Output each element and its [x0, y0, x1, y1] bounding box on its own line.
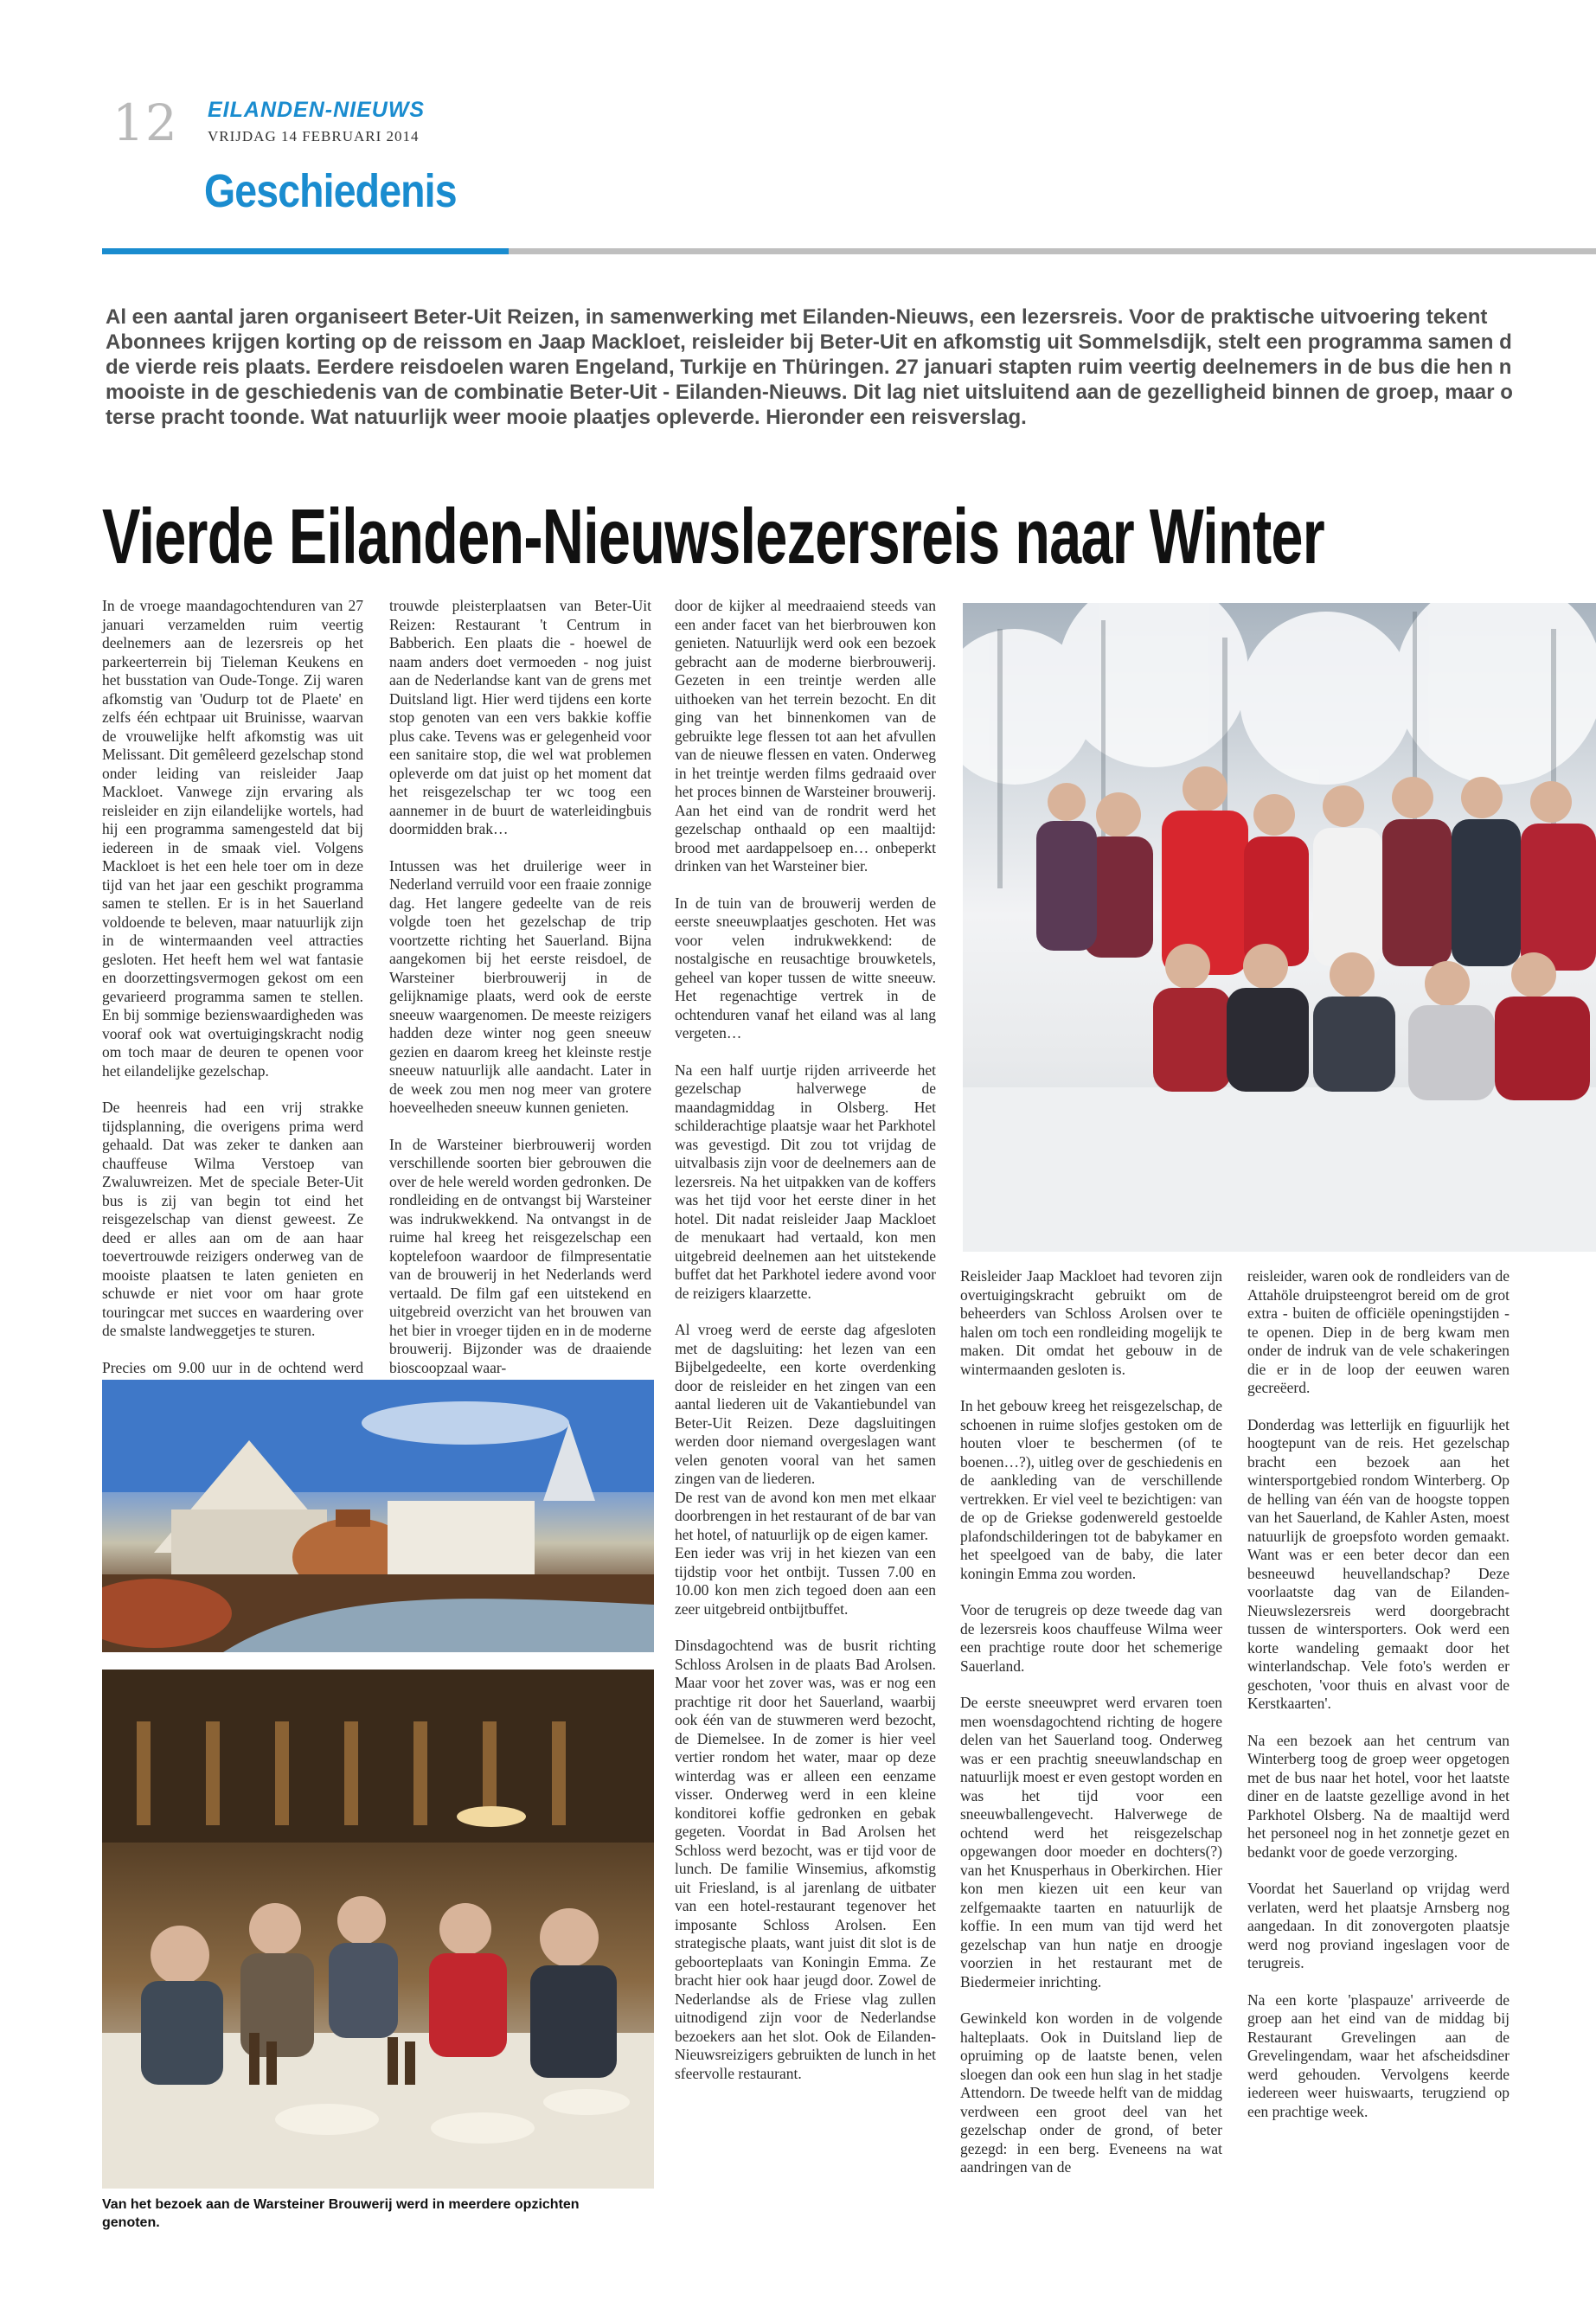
intro-paragraph	[106, 304, 1596, 430]
group-photo-illustration	[963, 603, 1596, 1252]
brewery-photo	[102, 1380, 654, 1652]
intro-line: de vierde reis plaats. Eerdere reisdoelen waren Engeland, Turkije en Thüringen. 27 januari stapten ruim veertig deelnemers in de bus die hen n	[106, 356, 1512, 379]
paragraph: In het gebouw kreeg het reisgezelschap, de schoenen in ruime slofjes gestoken om de houten vloer te beschermen (of te boenen…?), uitleg over de geschiedenis en de aankleding van de verschillende vertrekken. Er viel veel te bezichtigen: van de op de Griekse godenwereld gestoelde plafondschilderingen tot de babykamer en het speelgoed van de baby, die later koningin Emma zou worden.	[960, 1397, 1222, 1582]
paragraph: In de Warsteiner bierbrouwerij worden verschillende soorten bier gebrouwen die over de hele wereld worden gedronken. De rondleiding en de ontvangst bij Warsteiner was indrukwekkend. Na ontvangst in de ruime hal kreeg het reisgezelschap een koptelefoon waardoor de filmpresentatie van de brouwerij in het Nederlands werd vertaald. De film gaf een uitstekend en uitgebreid overzicht van het brouwen van het bier in vroeger tijden en in de moderne brouwerij. Bijzonder was de draaiende bioscoopzaal waar-	[389, 1135, 651, 1376]
intro-line: Abonnees krijgen korting op de reissom en Jaap Mackloet, reisleider bij Beter-Uit en afkomstig uit Sommelsdijk, stelt een programma samen d	[106, 330, 1512, 354]
paragraph: Al vroeg werd de eerste dag afgesloten met de dagsluiting: het lezen van een Bijbelgedeelte, een korte overdenking door de reisleider en het zingen van een aantal liederen uit de Vakantiebundel van Beter-Uit Reizen. Deze dagsluitingen werden door niemand overgeslagen want velen genoten vooral van het samen zingen van de liederen.	[675, 1321, 936, 1487]
intro-line: terse pracht toonde. Wat natuurlijk weer mooie plaatjes opleverde. Hieronder een reisverslag.	[106, 406, 1027, 429]
paragraph: In de vroege maandagochtenduren van 27 januari verzamelden ruim veertig deelnemers aan de lezersreis op het parkeerterrein bij Tieleman Keukens en het busstation van Oude-Tonge. Zij waren afkomstig van 'Oudurp tot de Plaete' en zelfs één echtpaar uit Bruinisse, waarvan de vrouwelijke helft afkomstig was uit Melissant. Dit gemêleerd gezelschap stond onder leiding van reisleider Jaap Mackloet. Vanwege zijn ervaring als reisleider en zijn eilandelijke wortels, had hij een programma samengesteld dat bij iedereen in de smaak viel. Volgens Mackloet is het een hele toer om in deze tijd van het jaar een geschikt programma samen te stellen. Er is in het Sauerland voldoende te beleven, maar natuurlijk zijn in de wintermaanden veel attracties gesloten. Het heeft hem wel wat fantasie en doorzettingsvermogen gekost om een gevarieerd programma samen te stellen. En bij sommige bezienswaardigheden was vooraf ook wat overtuigingskracht nodig om toch maar de deuren te openen voor het eilandelijke gezelschap.	[102, 597, 363, 1080]
paragraph: Na een bezoek aan het centrum van Winterberg toog de groep weer opgetogen met de bus naar het hotel, voor het laatste diner en de laatste gezellige avond in het Parkhotel Olsberg. Na de maaltijd werd het personeel nog in het zonnetje gezet en bedankt voor de goede verzorging.	[1247, 1731, 1509, 1861]
paragraph: Na een korte 'plaspauze' arriveerde de groep aan het eind van de middag bij Restaurant Grevelingen aan de Grevelingendam, waar het afscheidsdiner werd gehouden. Vervolgens keerde iedereen weer huiswaarts, terugziend op een prachtige week.	[1247, 1990, 1509, 2120]
paragraph: reisleider, waren ook de rondleiders van de Attahöle druipsteengrot bereid om de grot extra - buiten de officiële openingstijden - te openen. Diep in de berg kwam men onder de indruk van de vele schakeringen die er in de loop der eeuwen waren gecreëerd.	[1247, 1267, 1509, 1396]
section-rule	[509, 248, 1596, 254]
brewery-photo-illustration	[102, 1380, 654, 1652]
intro-line: Al een aantal jaren organiseert Beter-Uit Reizen, in samenwerking met Eilanden-Nieuws, een lezersreis. Voor de praktische uitvoering tekent	[106, 305, 1488, 329]
photo-caption: Van het bezoek aan de Warsteiner Brouwerij werd in meerdere opzichten genoten.	[102, 2197, 580, 2230]
paragraph: Precies om 9.00 uur in de ochtend werd	[102, 1358, 363, 1376]
paragraph: Gewinkeld kon worden in de volgende halteplaats. Ook in Duitsland liep de opruiming op de laatste benen, velen sloegen dan ook een hun slag in het stadje Attendorn. De tweede helft van de middag verdween een groot deel van het gezelschap onder de grond, of beter gezegd: in een berg. Eveneens na wat aandringen van de	[960, 2009, 1222, 2176]
paragraph: Intussen was het druilerige weer in Nederland verruild voor een fraaie zonnige dag. Het langere gedeelte van de reis volgde toen het gezelschap de trip voortzette richting het Sauerland. Bijna aangekomen bij het eerste reisdoel, de Warsteiner bierbrouwerij in de gelijknamige plaats, werd ook de eerste sneeuw waargenomen. De meeste reizigers hadden deze winter nog geen sneeuw gezien en daarom kreeg het kleinste restje sneeuw natuurlijk alle aandacht. Later in de week zou men nog meer van grotere hoeveelheden sneeuw kunnen genieten.	[389, 856, 651, 1116]
article-headline: Vierde Eilanden-Nieuwslezersreis naar Winter	[102, 494, 1324, 580]
article-column-3	[675, 597, 936, 2101]
paragraph: Voor de terugreis op deze tweede dag van de lezersreis koos chauffeuse Wilma weer een prachtige route door het schemerige Sauerland.	[960, 1601, 1222, 1675]
paragraph: Donderdag was letterlijk en figuurlijk het hoogtepunt van de reis. Het gezelschap bracht een bezoek aan het wintersportgebied rondom Winterberg. Op de helling van één van de hoogste toppen van het Sauerland, de Kahler Asten, moest natuurlijk de groepsfoto worden gemaakt. Want was er een beter decor dan een besneeuwd heuvellandschap? Deze voorlaatste dag van de Eilanden-Nieuwslezersreis werd doorgebracht tussen de wintersporters. Ook werd een korte wandeling gemaakt door het winterlandschap. Vele foto's werden er geschoten, 'voor thuis en alvast voor de Kerstkaarten'.	[1247, 1415, 1509, 1712]
masthead-logo: EILANDEN-NIEUWS	[208, 98, 426, 122]
paragraph: In de tuin van de brouwerij werden de eerste sneeuwplaatjes geschoten. Het was voor velen indrukwekkend: de nostalgische en reusachtige brouwketels, geheel van koper tussen de witte sneeuw. Het regenachtige vertrek in de ochtenduren vanaf het eiland was al lang vergeten…	[675, 894, 936, 1042]
paragraph: De eerste sneeuwpret werd ervaren toen men woensdagochtend richting de hogere delen van het Sauerland toog. Onderweg was er een prachtig sneeuwlandschap en natuurlijk moest er even gestopt worden en was het tijd voor een sneeuwballengevecht. Halverwege de ochtend werd het reisgezelschap opgewangen door moeder en dochters(?) van het Knusperhaus in Oberkirchen. Hier kon men kiezen uit een keur van zelfgemaakte taarten en natuurlijk de koffie. In een mum van tijd werd het gezelschap van hun natje en droogje voorzien in het restaurant met de Biedermeier inrichting.	[960, 1694, 1222, 1990]
intro-line: mooiste in de geschiedenis van de combinatie Beter-Uit - Eilanden-Nieuws. Dit lag niet uitsluitend aan de gezelligheid binnen de groep, maar o	[106, 381, 1513, 404]
paragraph: Reisleider Jaap Mackloet had tevoren zijn overtuigingskracht gebruikt om de beheerders van Schloss Arolsen over te halen om toch een rondleiding mogelijk te maken. Dit omdat het gebouw in de wintermaanden gesloten is.	[960, 1267, 1222, 1378]
article-column-4	[960, 1267, 1222, 2195]
page-number: 12	[112, 93, 178, 152]
article-column-5	[1247, 1267, 1509, 2139]
dinner-photo-illustration	[102, 1670, 654, 2189]
paragraph: Een ieder was vrij in het kiezen van een tijdstip voor het ontbijt. Tussen 7.00 en 10.00 kon men zich tegoed doen aan een zeer uitgebreid ontbijtbuffet.	[675, 1544, 936, 1618]
publication-date: VRIJDAG 14 FEBRUARI 2014	[208, 128, 420, 144]
paragraph: De rest van de avond kon men met elkaar doorbrengen in het restaurant of de bar van het hotel, of natuurlijk op de eigen kamer.	[675, 1488, 936, 1543]
paragraph: trouwde pleisterplaatsen van Beter-Uit Reizen: Restaurant 't Centrum in Babberich. Een plaats die - hoewel de naam anders doet vermoeden - nog juist aan de Nederlandse kant van de grens met Duitsland ligt. Hier werd tijdens een korte stop genoten van een vers bakkie koffie plus cake. Tevens was er gelegenheid voor een sanitaire stop, die wel wat problemen opleverde om dat juist op het moment dat het reisgezelschap ter wc toog een aannemer in de buurt de waterleidingbuis doormidden brak…	[389, 597, 651, 837]
article-column-2	[389, 597, 651, 1395]
group-photo-winterberg	[963, 603, 1596, 1252]
paragraph: De heenreis had een vrij strakke tijdsplanning, die overigens prima werd gehaald. Dat was zeker te danken aan chauffeuse Wilma Verstoep van Zwaluwreizen. Met de speciale Beter-Uit bus is zij van begin tot eind het reisgezelschap van dienst geweest. Ze deed er alles aan om de aan haar toevertrouwde reizigers onderweg van de mooiste plaatsen te laten genieten en schuwde er niet voor om haar grote touringcar met succes en waardering over de smalste landweggetjes te sturen.	[102, 1099, 363, 1339]
paragraph: Dinsdagochtend was de busrit richting Schloss Arolsen in de plaats Bad Arolsen. Maar voor het zover was, was er nog een prachtige rit door het Sauerland, waarbij ook één van de stuwmeren werd bezocht, de Diemelsee. In de zomer is hier veel vertier rondom het water, maar op deze winterdag was er alleen een eenzame visser. Onderweg werd in een kleine konditorei koffie gedronken en gebak gegeten. Voordat in Bad Arolsen het Schloss werd bezocht, was er tijd voor de lunch. De familie Winsemius, afkomstig uit Friesland, is al jarenlang de uitbater van een hotel-restaurant tegenover het imposante Schloss Arolsen. Een strategische plaats, want juist dit slot is de geboorteplaats van Koningin Emma. Ze bracht hier ook haar jeugd door. Zowel de Nederlandse als de Friese vlag zullen uitnodigend zijn voor de Nederlandse bezoekers aan het slot. Ook de Eilanden-Nieuwsreizigers gebruikten de lunch in het sfeervolle restaurant.	[675, 1637, 936, 2082]
paragraph: Na een half uurtje rijden arriveerde het gezelschap halverwege de maandagmiddag in Olsberg. Het schilderachtige plaatsje waar het Parkhotel was gevestigd. Dit zou tot vrijdag de uitvalbasis zijn voor de deelnemers aan de lezersreis. Na het uitpakken van de koffers was het tijd voor het eerste diner in het hotel. Dit nadat reisleider Jaap Mackloet de menukaart had vertaald, kon men uitgebreid deelnemen aan het uitstekende buffet dat het Parkhotel iedere avond voor de reizigers klaarzette.	[675, 1061, 936, 1302]
section-rule-accent	[102, 248, 509, 254]
section-title: Geschiedenis	[204, 165, 457, 217]
dinner-photo	[102, 1670, 654, 2189]
paragraph: door de kijker al meedraaiend steeds van een ander facet van het bierbrouwen kon genieten. Natuurlijk werd ook een bezoek gebracht aan de moderne bierbrouwerij. Gezeten in een treintje werden alle uithoeken van het terrein bezocht. En dit ging van het binnenkomen van de gebruikte lege flessen tot aan het afvullen van de nieuwe flessen en vaten. Onderweg in het treintje werden films gedraaid over het proces binnen de Warsteiner brouwerij. Aan het eind van de rondrit werd het gezelschap onthaald op een maaltijd: brood met aardappelsoep en… onbeperkt drinken van het Warsteiner bier.	[675, 597, 936, 875]
paragraph: Voordat het Sauerland op vrijdag werd verlaten, werd het plaatsje Arnsberg nog aangedaan. In dit zonovergoten plaatsje werd nog proviand ingeslagen voor de terugreis.	[1247, 1880, 1509, 1971]
article-column-1	[102, 597, 363, 1414]
